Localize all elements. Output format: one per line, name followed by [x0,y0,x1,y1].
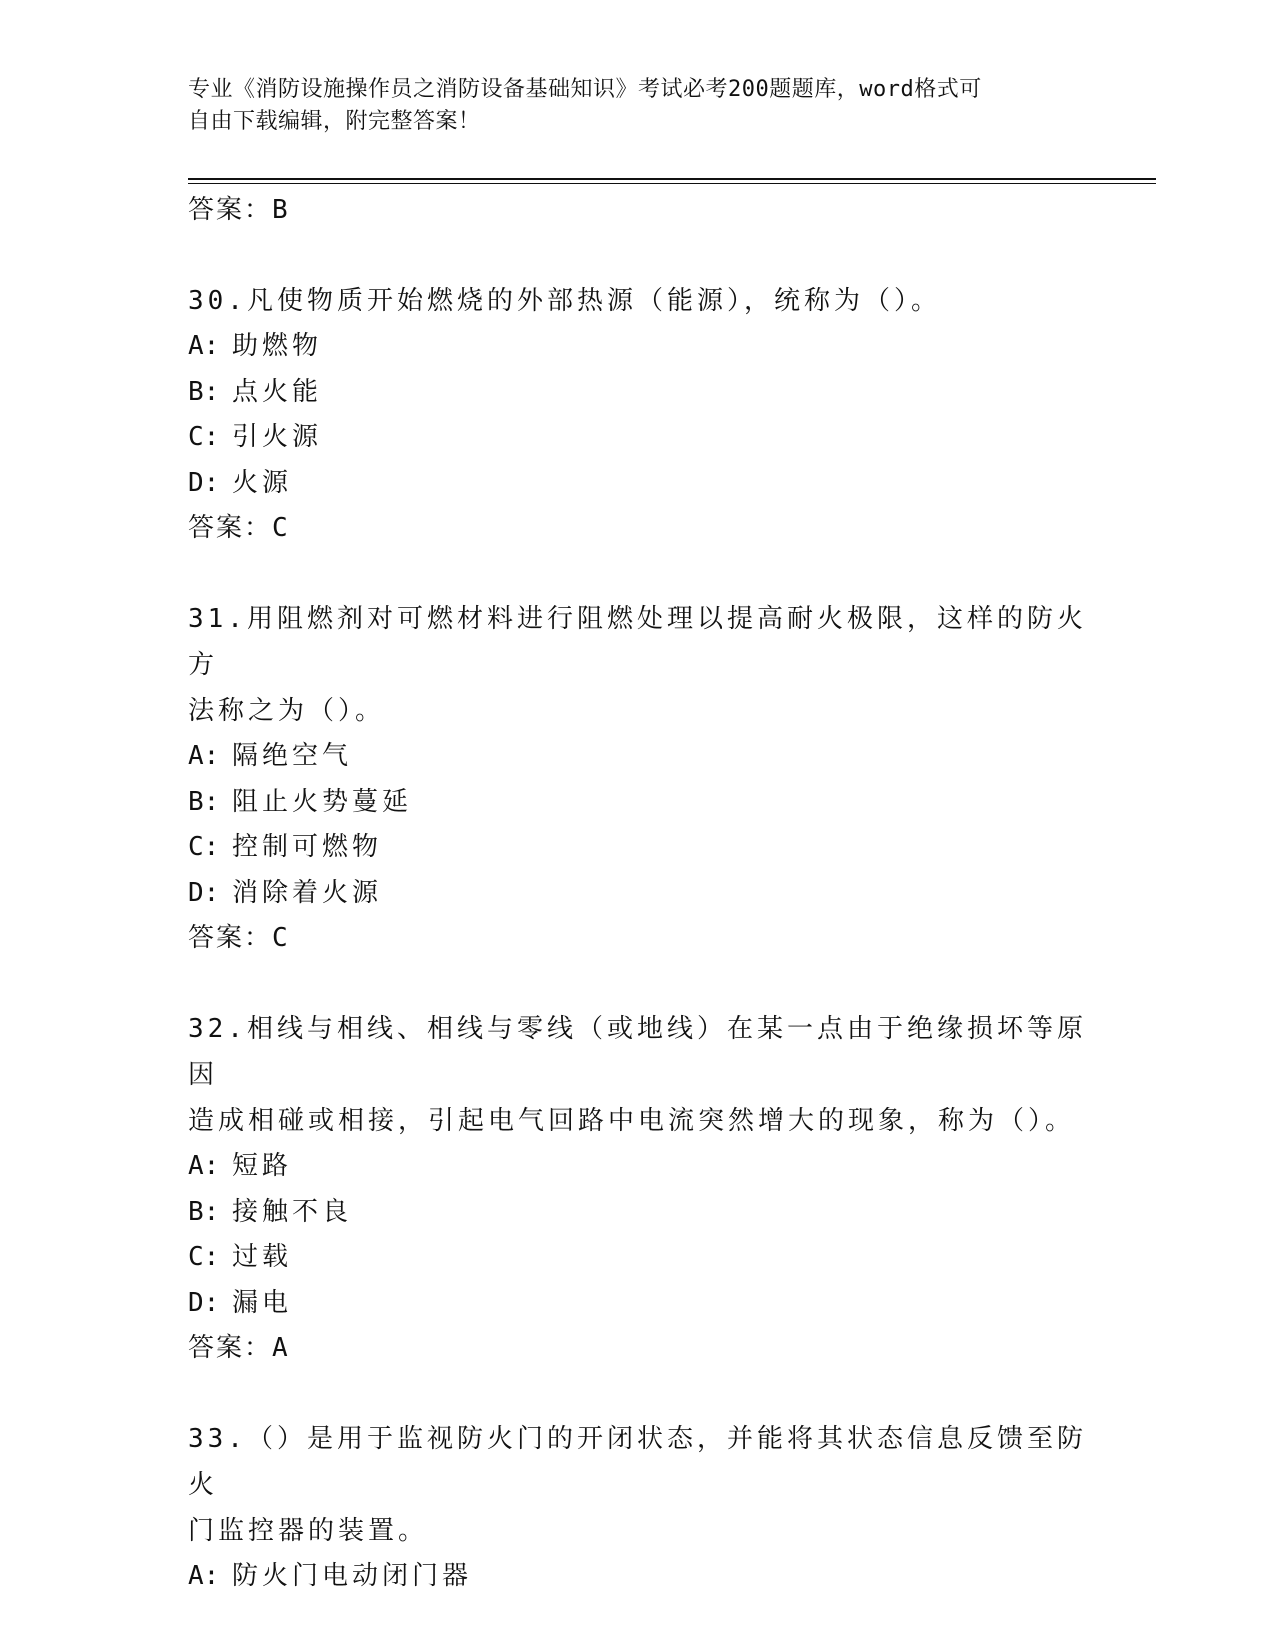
option-key: D: [188,877,220,908]
option-key: B: [188,376,220,407]
spacer [188,961,1088,1006]
question-stem: 30.凡使物质开始燃烧的外部热源（能源），统称为（）。 [188,286,941,316]
question-stem-line-1: 32.相线与相线、相线与零线（或地线）在某一点由于绝缘损坏等原因 [188,1014,1087,1090]
option-text: 火源 [232,467,293,498]
option-key: B: [188,1196,220,1227]
header-divider-thin [188,183,1156,184]
header-line-1: 专业《消防设施操作员之消防设备基础知识》考试必考200题题库，word格式可 [188,77,982,102]
option-b [188,1190,1088,1236]
answer-line [188,916,1088,961]
spacer [188,233,1088,278]
answer-label: 答案： [188,513,273,543]
question-list [188,188,1088,1600]
option-text: 阻止火势蔓延 [232,786,413,817]
option-text: 短路 [232,1151,293,1181]
option-key: C: [188,422,220,452]
question-stem-line-2: 门监控器的装置。 [188,1516,429,1546]
option-text: 接触不良 [232,1196,353,1227]
option-text: 隔绝空气 [232,741,353,771]
option-d [188,461,1088,507]
answer-label: 答案： [188,195,273,225]
option-key: A: [188,741,220,771]
question-stem-line-1: 33.（）是用于监视防火门的开闭状态，并能将其状态信息反馈至防火 [188,1424,1087,1500]
option-c [188,1235,1088,1281]
question-32 [188,1006,1088,1371]
spacer [188,1371,1088,1416]
option-text: 漏电 [232,1287,293,1318]
option-key: A: [188,331,220,361]
option-a [188,1144,1088,1190]
answer-value: C [272,923,290,953]
answer-label: 答案： [188,1333,273,1363]
option-text: 防火门电动闭门器 [232,1561,473,1591]
option-d [188,871,1088,917]
document-header [188,74,1068,138]
option-a [188,734,1088,780]
answer-line [188,506,1088,551]
option-b [188,780,1088,826]
answer-value: A [272,1333,290,1363]
question-30 [188,278,1088,551]
question-stem-line-2: 造成相碰或相接，引起电气回路中电流突然增大的现象，称为（）。 [188,1106,1076,1136]
option-key: D: [188,467,220,498]
previous-answer [188,188,1088,233]
answer-label: 答案： [188,923,273,953]
option-key: C: [188,832,220,862]
option-d [188,1281,1088,1327]
answer-line [188,1326,1088,1371]
option-key: C: [188,1242,220,1272]
option-text: 点火能 [232,376,323,407]
option-key: D: [188,1287,220,1318]
option-text: 过载 [232,1242,293,1272]
option-text: 助燃物 [232,331,323,361]
header-divider-thick [188,178,1156,180]
option-key: A: [188,1561,220,1591]
option-key: A: [188,1151,220,1181]
answer-value: C [272,513,290,543]
option-text: 控制可燃物 [232,832,383,862]
option-c [188,825,1088,871]
option-a [188,1554,1088,1600]
option-text: 引火源 [232,422,323,452]
question-stem-line-2: 法称之为（）。 [188,696,386,726]
option-c [188,415,1088,461]
option-b [188,370,1088,416]
question-33 [188,1416,1088,1600]
option-key: B: [188,786,220,817]
answer-value: B [272,195,290,225]
option-a [188,324,1088,370]
option-text: 消除着火源 [232,877,383,908]
header-line-2: 自由下载编辑，附完整答案！ [188,109,481,134]
question-31 [188,596,1088,961]
spacer [188,551,1088,596]
question-stem-line-1: 31.用阻燃剂对可燃材料进行阻燃处理以提高耐火极限，这样的防火方 [188,604,1087,680]
